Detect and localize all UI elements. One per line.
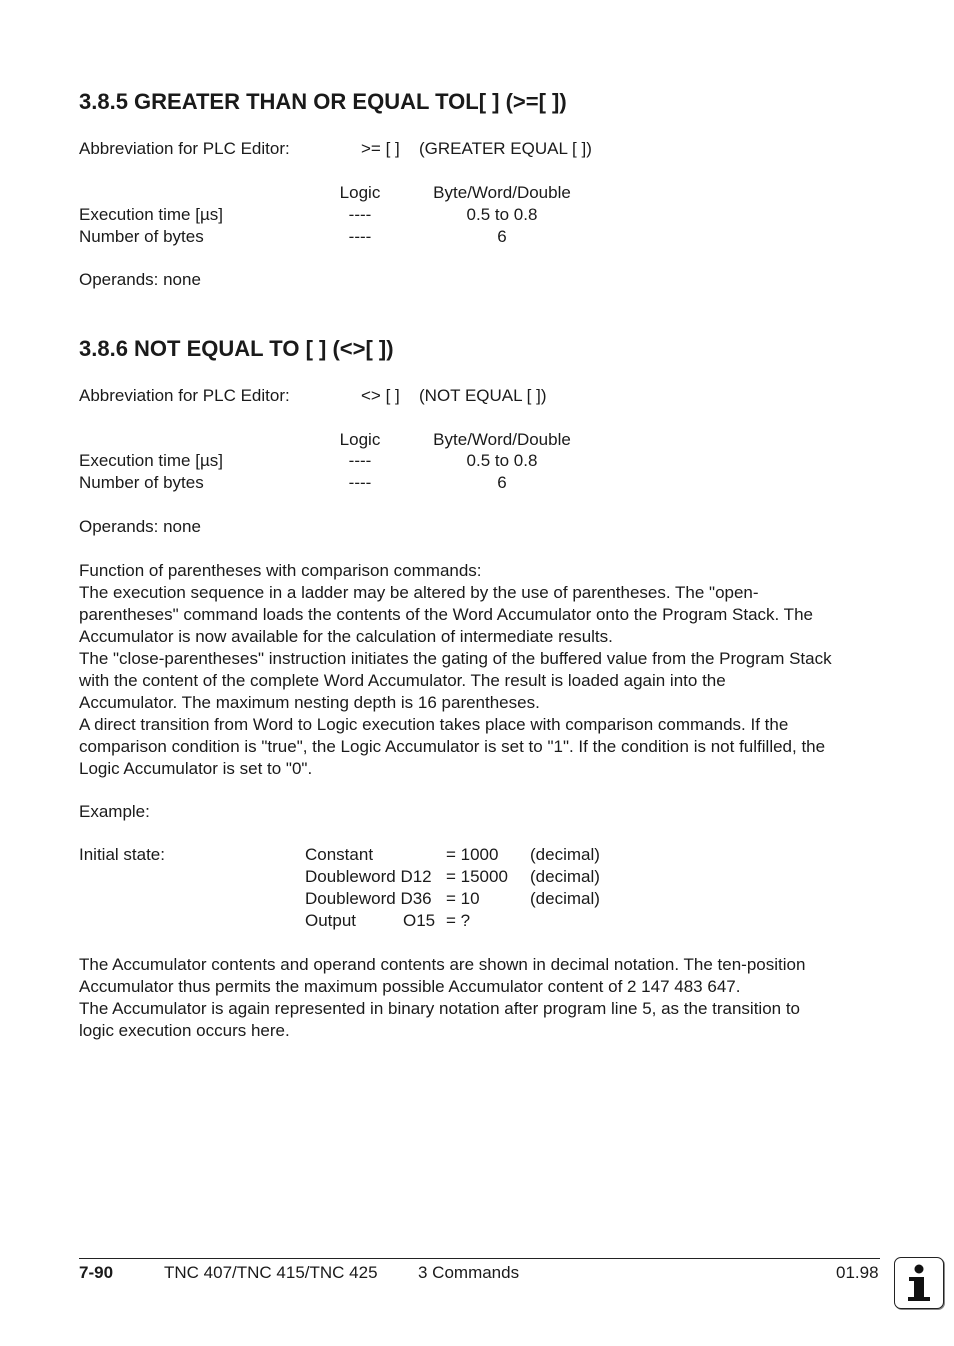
paragraph-line: Logic Accumulator is set to "0".: [79, 759, 313, 778]
abbrev-symbol: >= [ ]: [361, 139, 400, 158]
row-bwd-value: 0.5 to 0.8: [466, 205, 538, 224]
row-logic-value: ----: [348, 227, 372, 246]
row-label: Execution time [µs]: [79, 205, 223, 224]
paragraph-line: The execution sequence in a ladder may be altered by the use of parentheses. The "open-: [79, 583, 759, 602]
paragraph-line: Function of parentheses with comparison commands:: [79, 561, 482, 580]
section-heading-greater-equal: 3.8.5 GREATER THAN OR EQUAL TOL[ ] (>=[ ]): [79, 89, 567, 114]
row-bwd-value: 0.5 to 0.8: [466, 451, 538, 470]
state-value: = 1000: [446, 845, 499, 864]
state-note: (decimal): [530, 889, 600, 908]
state-value: = 10: [446, 889, 480, 908]
paragraph-line: The "close-parentheses" instruction initiates the gating of the buffered value from the Program Stack: [79, 649, 832, 668]
row-label: Number of bytes: [79, 473, 204, 492]
abbrev-name: (NOT EQUAL [ ]): [419, 386, 547, 405]
info-icon-glyph: [895, 1258, 942, 1307]
abbrev-label: Abbreviation for PLC Editor:: [79, 386, 290, 405]
footer-product: TNC 407/TNC 415/TNC 425: [164, 1263, 378, 1282]
state-value: = 15000: [446, 867, 508, 886]
state-note: (decimal): [530, 845, 600, 864]
footer-chapter: 3 Commands: [418, 1263, 520, 1282]
info-icon: [894, 1257, 944, 1309]
state-value: = ?: [446, 911, 471, 930]
row-logic-value: ----: [348, 473, 372, 492]
paragraph-line: Accumulator thus permits the maximum possible Accumulator content of 2 147 483 647.: [79, 977, 741, 996]
state-name: Doubleword D12: [305, 867, 432, 886]
example-label: Example:: [79, 802, 150, 821]
closing-paragraph: [79, 954, 879, 1042]
paragraph-line: parentheses" command loads the contents of the Word Accumulator onto the Program Stack. The: [79, 605, 813, 624]
row-bwd-value: 6: [497, 227, 507, 246]
footer-date: 01.98: [836, 1263, 879, 1282]
state-name: Output: [305, 911, 357, 930]
paragraph-line: The Accumulator contents and operand contents are shown in decimal notation. The ten-position: [79, 955, 806, 974]
page-number: 7-90: [79, 1263, 114, 1282]
row-bwd-value: 6: [497, 473, 507, 492]
state-name: Constant: [305, 845, 374, 864]
row-label: Execution time [µs]: [79, 451, 223, 470]
abbrev-symbol: <> [ ]: [361, 386, 400, 405]
footer-divider: [79, 1258, 880, 1259]
paragraph-line: logic execution occurs here.: [79, 1021, 290, 1040]
state-operand: O15: [403, 911, 436, 930]
paragraph-line: Accumulator is now available for the calculation of intermediate results.: [79, 627, 613, 646]
function-paragraph: [79, 560, 879, 780]
abbrev-name: (GREATER EQUAL [ ]): [419, 139, 592, 158]
row-logic-value: ----: [348, 205, 372, 224]
section-heading-not-equal: 3.8.6 NOT EQUAL TO [ ] (<>[ ]): [79, 336, 394, 361]
column-header-logic: Logic: [339, 430, 381, 449]
row-logic-value: ----: [348, 451, 372, 470]
paragraph-line: A direct transition from Word to Logic execution takes place with comparison commands. If the: [79, 715, 789, 734]
column-header-logic: Logic: [339, 183, 381, 202]
initial-state-label: Initial state:: [79, 845, 165, 864]
abbrev-label: Abbreviation for PLC Editor:: [79, 139, 290, 158]
state-name: Doubleword D36: [305, 889, 432, 908]
paragraph-line: with the content of the complete Word Accumulator. The result is loaded again into the: [79, 671, 726, 690]
column-header-byte-word-double: Byte/Word/Double: [433, 183, 571, 202]
operands-text: Operands: none: [79, 517, 201, 536]
row-label: Number of bytes: [79, 227, 204, 246]
operands-text: Operands: none: [79, 270, 201, 289]
column-header-byte-word-double: Byte/Word/Double: [433, 430, 571, 449]
state-note: (decimal): [530, 867, 600, 886]
paragraph-line: Accumulator. The maximum nesting depth is 16 parentheses.: [79, 693, 540, 712]
paragraph-line: comparison condition is "true", the Logic Accumulator is set to "1". If the condition is not fulfilled, the: [79, 737, 826, 756]
paragraph-line: The Accumulator is again represented in binary notation after program line 5, as the transition to: [79, 999, 801, 1018]
